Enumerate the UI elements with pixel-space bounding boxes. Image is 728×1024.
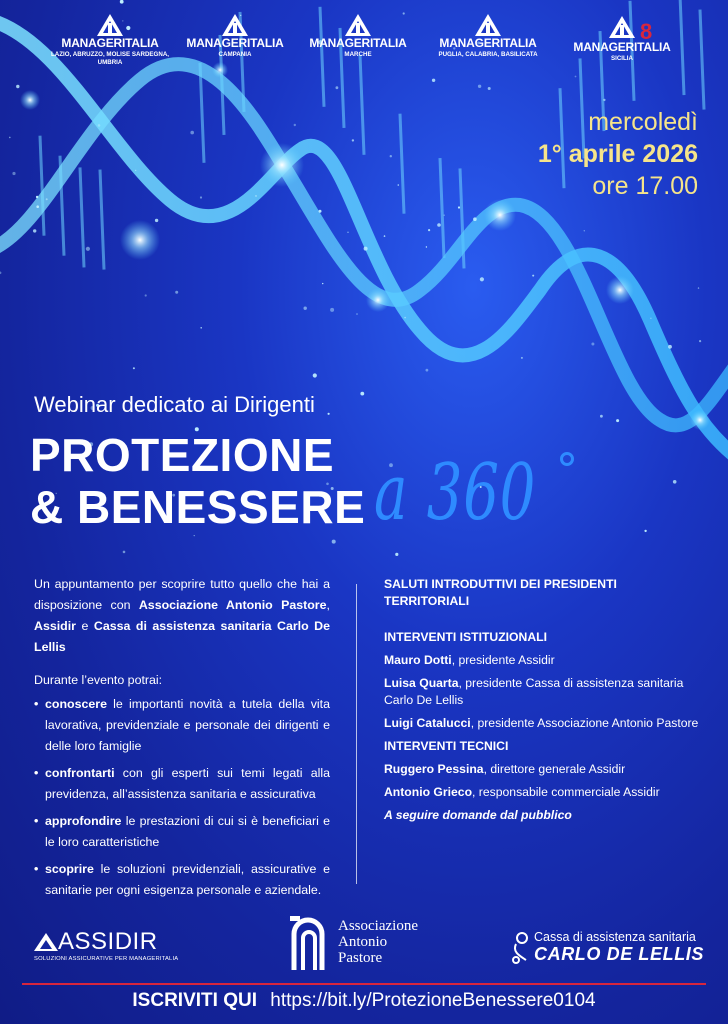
star-dot	[135, 170, 136, 171]
star-dot	[356, 313, 358, 315]
speaker-role: , presidente Cassa di assistenza sanitaria Carlo De Lellis	[384, 676, 684, 707]
star-dot	[155, 219, 158, 222]
star-dot	[488, 87, 491, 90]
event-datetime	[538, 106, 698, 202]
star-dot	[616, 419, 619, 422]
list-item	[34, 859, 330, 901]
intro-sep: ,	[326, 598, 330, 612]
logo-region: PUGLIA, CALABRIA, BASILICATA	[438, 51, 538, 58]
dna-rung	[400, 114, 404, 214]
star-dot	[480, 277, 484, 281]
star-dot	[12, 172, 15, 175]
star-dot	[437, 223, 441, 227]
footer-logos	[0, 908, 728, 978]
bullet-text: le prestazioni di cui si è beneficiari e le loro caratteristiche	[45, 814, 330, 849]
manageritalia-anniversary-logo-icon	[592, 14, 652, 40]
bullet-verb: conoscere	[45, 697, 107, 711]
logo-brand: MANAGERITALIA	[61, 36, 159, 50]
star-dot	[444, 215, 445, 216]
speaker-row	[384, 652, 704, 669]
star-dot	[98, 124, 101, 127]
logo-region: CAMPANIA	[218, 51, 252, 58]
signup-bar	[0, 990, 728, 1012]
assidir-mark-icon	[34, 933, 58, 951]
star-dot	[603, 99, 605, 101]
star-dot	[319, 210, 322, 213]
org-cdl: Cassa di assistenza sanitaria Carlo De Lellis	[34, 619, 330, 654]
aap-text	[338, 918, 418, 966]
star-dot	[644, 530, 646, 532]
star-dot	[395, 553, 398, 556]
star-dot	[384, 235, 386, 237]
list-item	[34, 811, 330, 853]
star-dot	[322, 283, 323, 284]
manageritalia-logo-icon	[475, 14, 501, 36]
aap-logo	[290, 914, 418, 970]
logo-region: MARCHE	[344, 51, 372, 58]
assidir-text: ASSIDIR	[58, 928, 158, 955]
star-dot	[591, 343, 594, 346]
star-dot	[360, 392, 364, 396]
aap-line: Pastore	[338, 950, 383, 966]
manageritalia-logo-lazio	[50, 14, 170, 67]
logo-region: SICILIA	[610, 55, 633, 62]
during-text: Durante l’evento potrai:	[34, 673, 163, 687]
aap-mark-icon	[290, 914, 330, 970]
event-day: mercoledì	[588, 108, 698, 136]
star-dot	[36, 205, 39, 208]
star-dot	[347, 232, 348, 233]
bullet-verb: approfondire	[45, 814, 122, 828]
star-dot	[0, 272, 1, 275]
program-column	[384, 576, 704, 824]
star-dot	[200, 327, 202, 329]
speaker-name: Luigi Catalucci	[384, 716, 471, 730]
manageritalia-logo-campania	[175, 14, 295, 59]
star-dot	[458, 206, 460, 208]
star-dot	[398, 184, 400, 186]
aap-line: Associazione	[338, 918, 418, 934]
speaker-role: , presidente Assidir	[451, 653, 555, 667]
manageritalia-logo-icon	[222, 14, 248, 36]
cdl-line1: Cassa di assistenza sanitaria	[534, 930, 696, 944]
star-dot	[46, 198, 48, 200]
star-dot	[33, 229, 36, 232]
star-dot	[673, 480, 677, 484]
star-dot	[428, 229, 430, 231]
bullet-text: le soluzioni previdenziali, assicurative e sanitarie per ogni esigenza personale e aziendale.	[45, 862, 330, 897]
star-dot	[36, 196, 38, 198]
star-dot	[175, 291, 178, 294]
star-dot	[521, 357, 523, 359]
intro-text: Un appuntamento per scoprire tutto quello che hai a disposizione con	[34, 577, 330, 612]
star-dot	[352, 139, 354, 141]
star-dot	[364, 247, 368, 251]
speaker-name: Antonio Grieco	[384, 785, 473, 799]
speaker-role: , responsabile commerciale Assidir	[472, 785, 660, 799]
star-dot	[390, 155, 392, 157]
speaker-name: Luisa Quarta	[384, 676, 459, 690]
star-dot	[332, 540, 336, 544]
star-dot	[190, 131, 194, 135]
star-dot	[330, 308, 334, 312]
star-dot	[16, 85, 19, 88]
star-dot	[404, 317, 406, 319]
technical-heading: INTERVENTI TECNICI	[384, 739, 509, 753]
description-column	[34, 574, 330, 907]
star-dot	[650, 318, 651, 319]
title-line-1: PROTEZIONE	[30, 429, 335, 481]
header-logos	[50, 14, 720, 84]
star-dot	[123, 551, 126, 554]
star-dot	[699, 340, 701, 342]
star-dot	[600, 415, 603, 418]
list-item	[34, 763, 330, 805]
manageritalia-logo-marche	[298, 14, 418, 59]
bullet-verb: confrontarti	[45, 766, 115, 780]
dna-rung	[440, 158, 444, 258]
star-dot	[194, 535, 195, 536]
speaker-row	[384, 784, 704, 801]
star-dot	[426, 369, 429, 372]
footer-divider	[22, 983, 706, 985]
speaker-row	[384, 715, 704, 732]
closing-note: A seguire domande dal pubblico	[384, 808, 572, 822]
event-date: 1° aprile 2026	[537, 140, 698, 168]
star-dot	[328, 413, 330, 415]
star-dot	[255, 195, 256, 196]
org-assidir: Assidir	[34, 619, 77, 633]
logo-brand: MANAGERITALIA	[186, 36, 284, 50]
star-dot	[9, 137, 11, 139]
benefit-list	[34, 694, 330, 901]
speaker-row	[384, 675, 704, 709]
speaker-name: Mauro Dotti	[384, 653, 452, 667]
list-item	[34, 694, 330, 757]
cdl-line2: CARLO DE LELLIS	[534, 944, 704, 964]
dna-rung	[80, 167, 84, 267]
star-dot	[584, 230, 585, 231]
star-dot	[473, 217, 477, 221]
dna-rung	[40, 136, 44, 236]
star-dot	[304, 307, 307, 310]
signup-label: ISCRIVITI QUI	[132, 990, 257, 1011]
star-dot	[294, 124, 296, 126]
event-time: ore 17.00	[592, 172, 698, 200]
star-dot	[313, 373, 317, 377]
star-dot	[133, 367, 135, 369]
svg-text:8: 8	[640, 19, 652, 40]
star-dot	[200, 196, 202, 198]
intro-paragraph	[34, 574, 330, 658]
star-dot	[426, 246, 427, 247]
assidir-logo	[34, 928, 178, 962]
star-dot	[120, 0, 124, 4]
speaker-row	[384, 761, 704, 778]
institutional-heading: INTERVENTI ISTITUZIONALI	[384, 630, 547, 644]
speaker-role: , direttore generale Assidir	[483, 762, 626, 776]
speaker-name: Ruggero Pessina	[384, 762, 484, 776]
column-divider	[356, 584, 357, 884]
greetings-heading: SALUTI INTRODUTTIVI DEI PRESIDENTI TERRITORIALI	[384, 577, 617, 608]
logo-brand: MANAGERITALIA	[309, 36, 407, 50]
manageritalia-logo-icon	[345, 14, 371, 36]
org-aap: Associazione Antonio Pastore	[138, 598, 327, 612]
logo-brand: MANAGERITALIA	[439, 36, 537, 50]
intro-sep: e	[76, 619, 94, 633]
degree-symbol-icon	[560, 452, 574, 466]
cdl-logo	[512, 930, 704, 965]
star-dot	[336, 86, 339, 89]
speaker-role: , presidente Associazione Antonio Pastore	[470, 716, 699, 730]
cdl-mark-icon	[512, 930, 534, 964]
logo-brand: MANAGERITALIA	[573, 40, 671, 54]
bullet-text: con gli esperti sui temi legati alla previdenza, all’assistenza sanitaria e assicurativa	[45, 766, 330, 801]
manageritalia-logo-sicilia	[562, 14, 682, 63]
star-dot	[86, 247, 90, 251]
title-accent-360: a 360	[374, 448, 537, 538]
star-dot	[532, 275, 534, 277]
logo-region: LAZIO, ABRUZZO, MOLISE SARDEGNA, UMBRIA	[50, 51, 170, 66]
manageritalia-logo-puglia	[428, 14, 548, 59]
assidir-tagline: SOLUZIONI ASSICURATIVE PER MANAGERITALIA	[34, 956, 179, 962]
aap-line: Antonio	[338, 934, 388, 950]
dna-rung	[100, 170, 104, 270]
bullet-verb: scoprire	[45, 862, 94, 876]
star-dot	[145, 294, 147, 296]
star-dot	[478, 85, 481, 88]
star-dot	[698, 287, 699, 288]
title-line-2: & BENESSERE	[30, 481, 366, 533]
assidir-name	[34, 928, 178, 956]
bullet-text: le importanti novità a tutela della vita lavorativa, previdenziale e personale dei dirigenti e delle loro famiglie	[45, 697, 330, 753]
event-subtitle: Webinar dedicato ai Dirigenti	[34, 392, 315, 417]
manageritalia-logo-icon	[97, 14, 123, 36]
signup-link[interactable]: https://bit.ly/ProtezioneBenessere0104	[270, 990, 596, 1011]
star-dot	[668, 345, 672, 349]
